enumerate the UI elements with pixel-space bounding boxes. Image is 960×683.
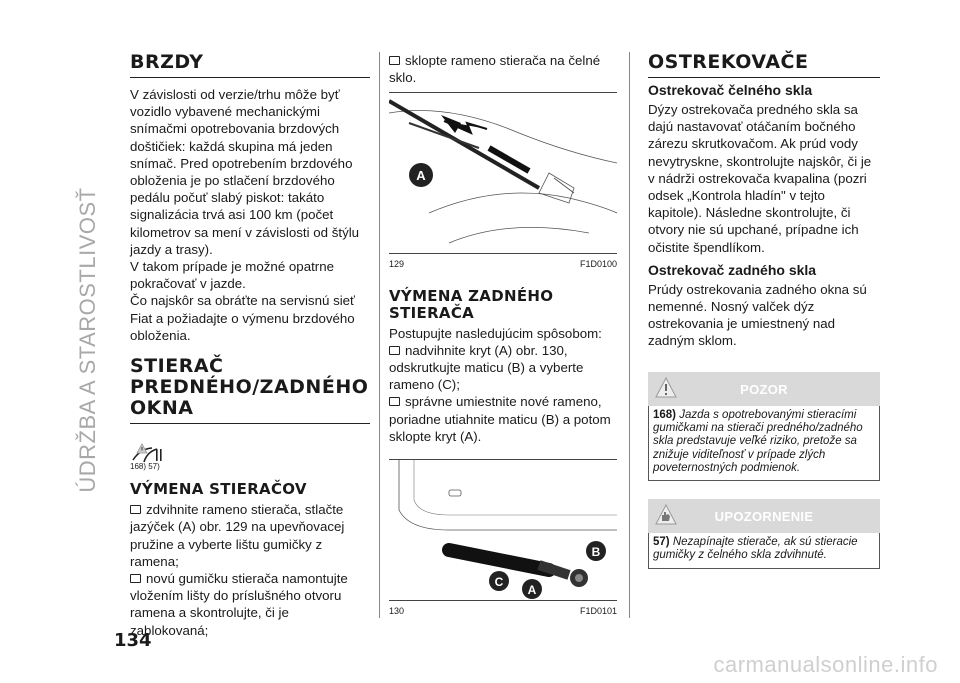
upozornenie-header	[648, 499, 880, 533]
column-divider	[379, 52, 380, 618]
wiper-front-illustration	[389, 93, 617, 253]
title-rule	[130, 423, 370, 424]
section-title-ostrekovace: OSTREKOVAČE	[648, 51, 809, 73]
page-number: 134	[114, 630, 152, 651]
pozor-header	[648, 372, 880, 406]
column-divider	[629, 52, 630, 618]
subsection-title: VÝMENA STIERAČOV	[130, 480, 307, 499]
figure-130	[389, 459, 617, 601]
section-title-stierac: STIERAČ PREDNÉHO/ZADNÉHO OKNA	[130, 355, 369, 420]
column-3	[648, 52, 880, 569]
list-item: nadvihnite kryt (A) obr. 130, odskrutkujte maticu (B) a vyberte rameno (C);	[389, 342, 617, 394]
title-rule	[648, 77, 880, 78]
upozornenie-body	[648, 533, 880, 569]
column-1	[130, 52, 370, 639]
upozornenie-text: Nezapínajte stierače, ak sú stieracie gumičky z čelného skla zdvihnuté.	[653, 536, 858, 562]
list-item: novú gumičku stierača namontujte vložením lišty do príslušného otvoru ramena a skontrolujte, či je zablokovaná;	[130, 570, 370, 639]
subsection-title: Ostrekovač zadného skla	[648, 261, 817, 278]
paragraph: Prúdy ostrekovania zadného okna sú nemenné. Nosný valček dýz ostrekovania je umiestnený nad zadným sklom.	[648, 281, 867, 349]
list-item: zdvihnite rameno stierača, stlačte jazýček (A) obr. 129 na upevňovacej pružine a vyberte lištu gumičky z ramena;	[130, 501, 370, 570]
list-item: sklopte rameno stierača na čelné sklo.	[389, 52, 617, 86]
callout-a: A	[527, 583, 537, 598]
warning-triangle-icon	[136, 443, 148, 454]
figure-code: F1D0100	[579, 259, 617, 270]
figure-129	[389, 92, 617, 254]
warning-references: 168) 57)	[130, 462, 160, 472]
subsection-title: VÝMENA ZADNÉHO STIERAČA	[389, 286, 554, 322]
upozornenie-label: UPOZORNENIE	[714, 509, 814, 525]
column-2	[389, 52, 617, 620]
figure-number: 130	[389, 606, 405, 617]
chapter-side-title: ÚDRŽBA A STAROSTLIVOSŤ	[75, 187, 100, 493]
figure-code: F1D0101	[579, 606, 617, 617]
section-title-brzdy: BRZDY	[130, 51, 204, 73]
paragraph: Čo najskôr sa obráťte na servisnú sieť Fiat a požiadajte o výmenu brzdového obloženia.	[130, 293, 356, 343]
subsection-title: Ostrekovač čelného skla	[648, 82, 813, 98]
callout-c: C	[494, 575, 504, 590]
paragraph: Postupujte nasledujúcim spôsobom:	[389, 325, 602, 341]
figure-number: 129	[389, 259, 405, 270]
callout-a: A	[416, 168, 426, 184]
upozornenie-number: 57)	[653, 536, 670, 549]
wiper-rear-illustration	[389, 460, 617, 600]
paragraph: V závislosti od verzie/trhu môže byť vozidlo vybavené mechanickými snímačmi opotrebovania brzdových doštičiek: každá skupina má jeden snímač. Pred opotrebením brzdového obloženia je po stlačení brzdového pedálu počuť slabý piskot: takáto signalizácia trvá asi 100 km (počet kilometrov sa mení v závislosti od štýlu jazdy a trasy).	[130, 87, 360, 257]
pozor-text: Jazda s opotrebovanými stieracími gumičkami na stierači predného/zadného skla predstavuje veľké riziko, pretože sa znižuje viditeľnosť v prípade zlých poveternostných podmienok.	[653, 408, 863, 474]
paragraph: Dýzy ostrekovača predného skla sa dajú nastavovať otáčaním bočného zárezu skrutkovačom. Ak prúd vody nevytryskne, skontrolujte najskôr, či je v nádrži ostrekovača kvapalina (pozri odsek „Kontrola hladín" v tejto kapitole). Následne skontrolujte, či otvory nie sú upchané, prípadne ich očistite špendlíkom.	[648, 102, 872, 255]
watermark: carmanualsonline.info	[713, 652, 938, 677]
callout-b: B	[591, 545, 601, 560]
figure-caption	[389, 256, 617, 273]
paragraph: V takom prípade je možné opatrne pokračovať v jazde.	[130, 259, 335, 292]
pozor-number: 168)	[653, 408, 677, 421]
pozor-label: POZOR	[740, 381, 788, 397]
list-item: správne umiestnite nové rameno, poriadne utiahnite maticu (B) a potom sklopte kryt (A).	[389, 393, 617, 445]
pozor-body	[648, 406, 880, 481]
title-rule	[130, 77, 370, 78]
figure-caption	[389, 603, 617, 620]
